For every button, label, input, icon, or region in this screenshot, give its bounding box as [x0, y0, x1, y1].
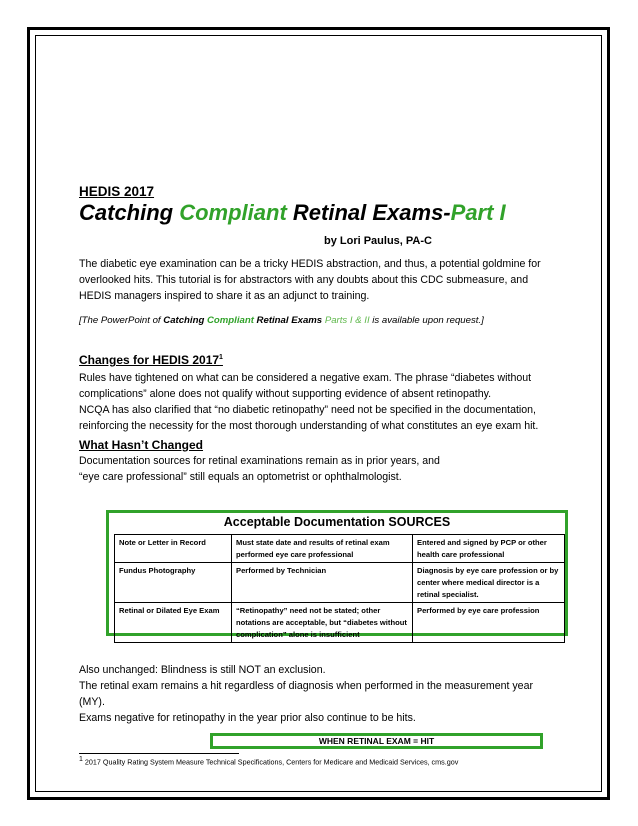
intro-line-1: The diabetic eye examination can be a tricky HEDIS abstraction, and thus, a potential goldmine for	[79, 258, 541, 270]
intro-paragraph	[79, 256, 559, 304]
table-cell: Diagnosis by eye care profession or by center where medical director is a retinal specialist.	[413, 563, 565, 603]
footnote-number: 1	[79, 756, 83, 763]
changes-line-4: reinforcing the necessity for the most thorough understanding of what constitutes an eye exam hit.	[79, 420, 539, 432]
table-cell: Fundus Photography	[115, 563, 232, 603]
note-suffix: is available upon request.]	[369, 315, 484, 326]
document-title	[79, 200, 506, 226]
document-heading: HEDIS 2017	[79, 184, 155, 199]
byline: by Lori Paulus, PA-C	[324, 235, 432, 247]
documentation-sources-box	[106, 510, 568, 639]
changes-line-1: Rules have tightened on what can be considered a negative exam. The phrase “diabetes without	[79, 372, 532, 384]
table-cell: Entered and signed by PCP or other health care professional	[413, 535, 565, 563]
also-paragraph	[79, 662, 559, 726]
title-part-1: Catching	[79, 200, 180, 225]
table-cell: Must state date and results of retinal exam performed eye care professional	[232, 535, 413, 563]
also-line-1: Also unchanged: Blindness is still NOT an exclusion.	[79, 664, 326, 676]
sources-title: Acceptable Documentation SOURCES	[223, 515, 451, 529]
changes-line-2: complications” alone does not qualify without supporting evidence of absent retinopathy.	[79, 388, 492, 400]
changes-title: Changes for HEDIS 2017	[79, 353, 220, 367]
sources-table	[114, 534, 565, 643]
unchanged-paragraph	[79, 453, 559, 485]
table-cell: “Retinopathy” need not be stated; other notations are acceptable, but “diabetes without complication” alone is insufficient	[232, 603, 413, 643]
title-part-4: Part I	[450, 200, 506, 225]
unchanged-line-2: “eye care professional” still equals an optometrist or ophthalmologist.	[79, 471, 402, 483]
also-line-3: (MY).	[79, 696, 105, 708]
intro-line-3: HEDIS managers inspired to share it as an adjunct to training.	[79, 290, 370, 302]
note-parts: Parts I & II	[322, 315, 370, 326]
changes-paragraph	[79, 370, 559, 434]
title-part-2: Compliant	[179, 200, 287, 225]
note-bold-3: Retinal Exams	[253, 315, 323, 326]
unchanged-heading: What Hasn’t Changed	[79, 438, 204, 452]
table-cell: Performed by Technician	[232, 563, 413, 603]
table-row	[115, 535, 565, 563]
title-part-3: Retinal Exams-	[286, 200, 451, 225]
note-bold-1: Catching	[163, 315, 207, 326]
powerpoint-note	[79, 315, 484, 326]
note-prefix: [The PowerPoint of	[79, 315, 164, 326]
table-cell: Performed by eye care profession	[413, 603, 565, 643]
footnote-divider	[79, 753, 239, 754]
changes-line-3: NCQA has also clarified that “no diabetic retinopathy” need not be specified in the documentation,	[79, 404, 536, 416]
table-cell: Retinal or Dilated Eye Exam	[115, 603, 232, 643]
table-row	[115, 603, 565, 643]
intro-line-2: overlooked hits. This tutorial is for abstractors with any doubts about this CDC submeasure, and	[79, 274, 529, 286]
footnote-text: 2017 Quality Rating System Measure Technical Specifications, Centers for Medicare and Medicaid Services, cms.gov	[82, 757, 459, 767]
retinal-exam-hit-box: WHEN RETINAL EXAM = HIT	[210, 733, 543, 749]
changes-heading	[79, 353, 223, 367]
also-line-2: The retinal exam remains a hit regardless of diagnosis when performed in the measurement year	[79, 680, 533, 692]
footnote	[79, 756, 458, 766]
unchanged-line-1: Documentation sources for retinal examinations remain as in prior years, and	[79, 455, 440, 467]
also-line-4: Exams negative for retinopathy in the year prior also continue to be hits.	[79, 712, 416, 724]
table-cell: Note or Letter in Record	[115, 535, 232, 563]
table-row	[115, 563, 565, 603]
note-bold-2: Compliant	[206, 315, 254, 326]
changes-footnote-ref: 1	[219, 354, 223, 361]
